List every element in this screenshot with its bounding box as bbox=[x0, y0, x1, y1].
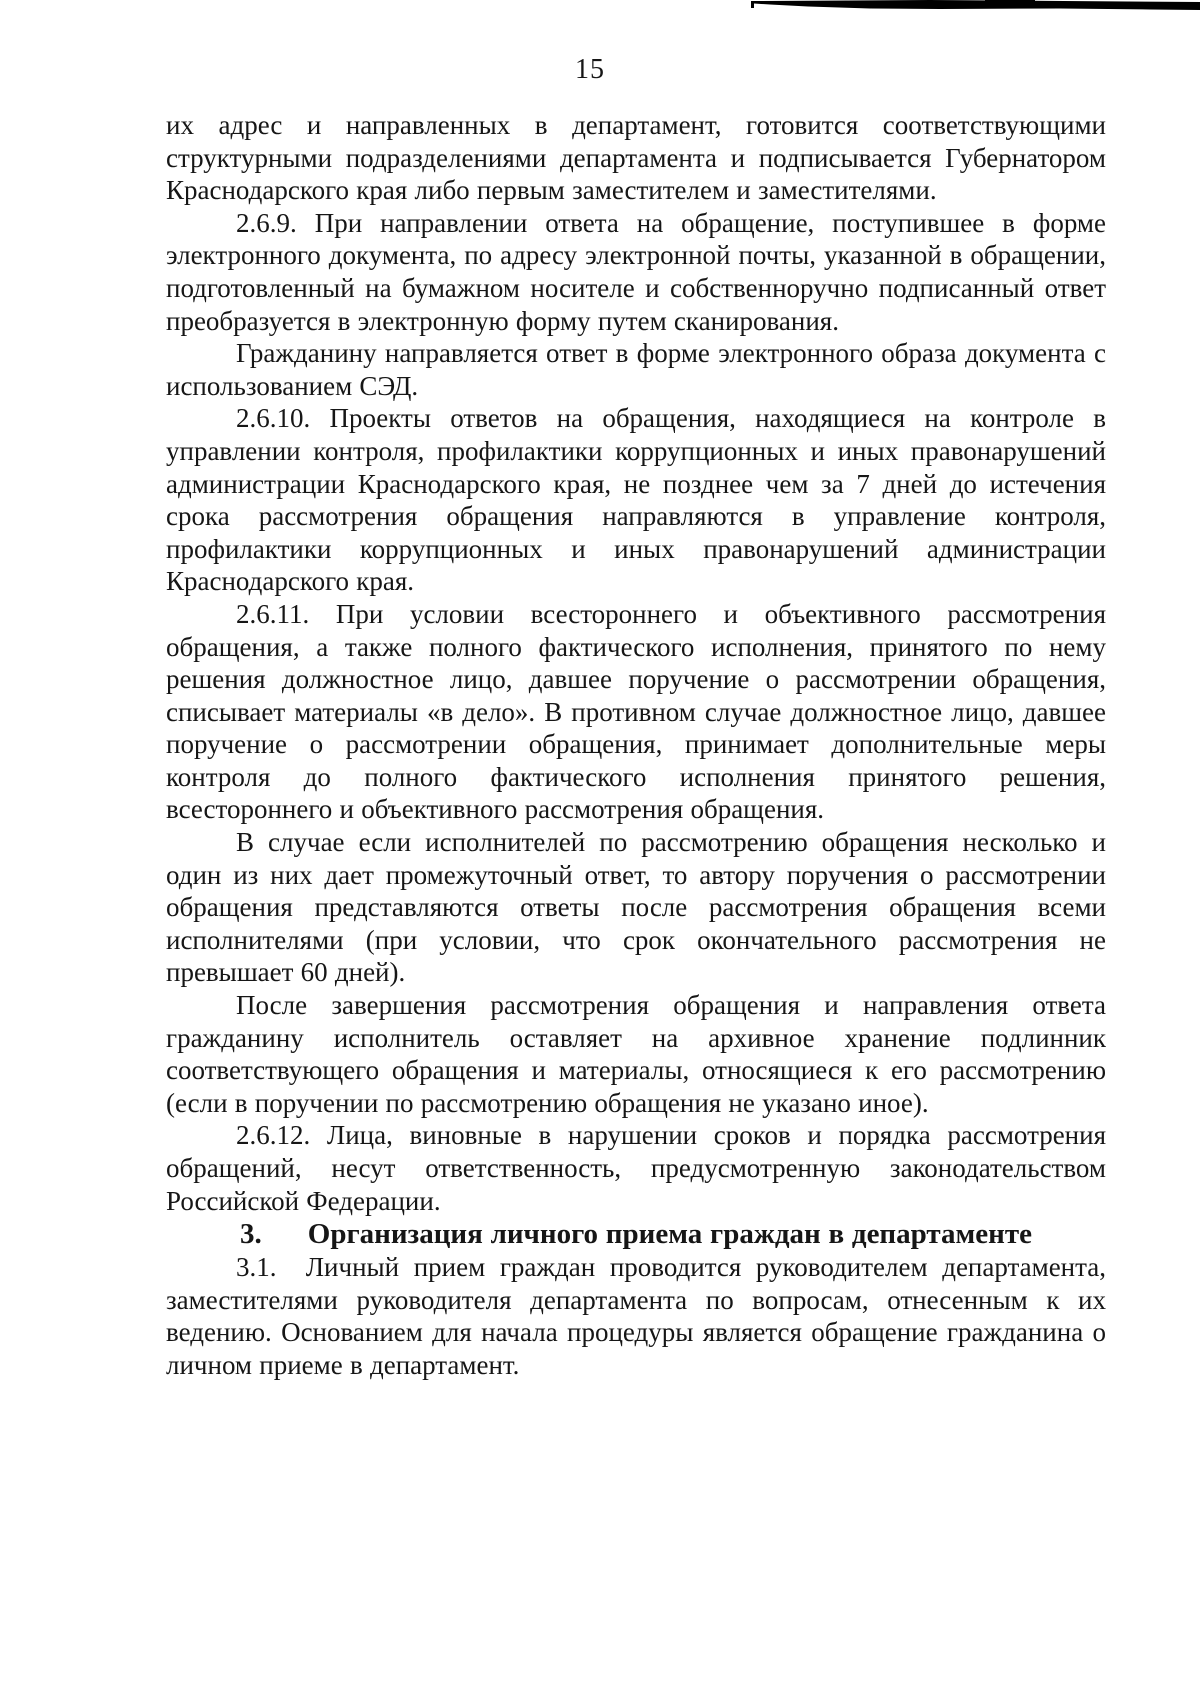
scan-artifact-line bbox=[0, 0, 1200, 18]
paragraph-2-6-9: 2.6.9. При направлении ответа на обращение, поступившее в форме электронного документа, по адресу электронной почты, указанной в обращении, подготовленный на бумажном носителе и собственноручно подписанный ответ преобразуется в электронную форму путем сканирования. bbox=[166, 207, 1106, 336]
paragraph-multiple-executors: В случае если исполнителей по рассмотрению обращения несколько и один из них дает промежуточный ответ, то автору поручения о рассмотрении обращения представляются ответы после рассмотрения обращения всеми исполнителями (при условии, что срок окончательного рассмотрения не превышает 60 дней). bbox=[166, 827, 1106, 988]
page-number: 15 bbox=[575, 54, 605, 85]
paragraph-response-via-sed: Гражданину направляется ответ в форме электронного образа документа с использованием СЭД. bbox=[166, 338, 1106, 401]
paragraph-2-6-12: 2.6.12. Лица, виновные в нарушении сроков и порядка рассмотрения обращений, несут ответственность, предусмотренную законодательством Российской Федерации. bbox=[166, 1120, 1106, 1216]
section-3-title: Организация личного приема граждан в департаменте bbox=[307, 1218, 1032, 1251]
continuation-paragraph: их адрес и направленных в департамент, готовится соответствующими структурными подразделениями департамента и подписывается Губернатором Краснодарского края либо первым заместителем и заместителями. bbox=[166, 110, 1106, 206]
section-3-number: 3. bbox=[240, 1218, 262, 1251]
paragraph-3-1: 3.1. Личный прием граждан проводится руководителем департамента, заместителями руководителя департамента по вопросам, отнесенным к их ведению. Основанием для начала процедуры является обращение гражданина о личном приеме в департамент. bbox=[166, 1252, 1106, 1380]
paragraph-2-6-11: 2.6.11. При условии всестороннего и объективного рассмотрения обращения, а также полного фактического исполнения, принятого по нему решения должностное лицо, давшее поручение о рассмотрении обращения, списывает материалы «в дело». В противном случае должностное лицо, давшее поручение о рассмотрении обращения, принимает дополнительные меры контроля до полного фактического исполнения принятого решения, всестороннего и объективного рассмотрения обращения. bbox=[166, 598, 1106, 825]
document-body bbox=[166, 109, 1106, 1382]
paragraph-archive-storage: После завершения рассмотрения обращения и направления ответа гражданину исполнитель оставляет на архивное хранение подлинник соответствующего обращения и материалы, относящиеся к его рассмотрению (если в поручении по рассмотрению обращения не указано иное). bbox=[166, 990, 1106, 1118]
paragraph-2-6-10: 2.6.10. Проекты ответов на обращения, находящиеся на контроле в управлении контроля, профилактики коррупционных и иных правонарушений администрации Краснодарского края, не позднее чем за 7 дней до истечения срока рассмотрения обращения направляются в управление контроля, профилактики коррупционных и иных правонарушений администрации Краснодарского края. bbox=[166, 403, 1106, 597]
section-3-heading bbox=[166, 1217, 1106, 1251]
